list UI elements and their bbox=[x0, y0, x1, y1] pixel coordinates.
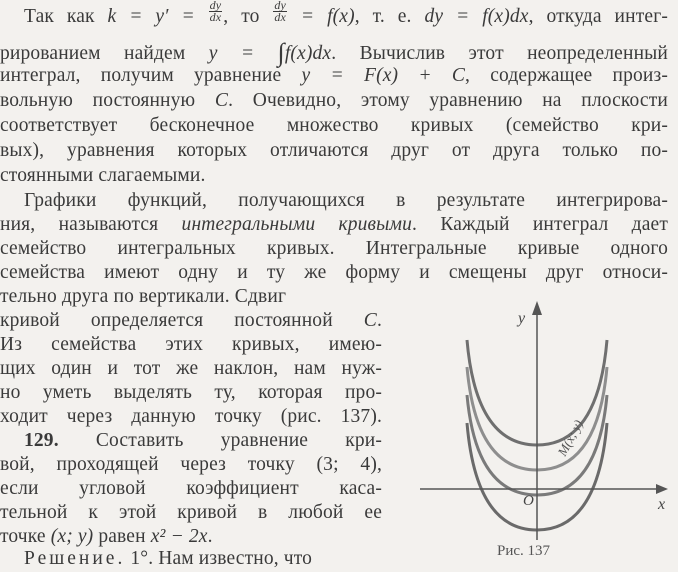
problem-line4: тельной к этой кривой в любой ее bbox=[0, 502, 382, 523]
solution-line: Решение. 1°. Нам известно, что bbox=[24, 548, 313, 569]
para2-line1: Графики функций, получающихся в результате интегрирова- bbox=[24, 190, 668, 211]
fraction-dy-dx-2: $\frac{dy}{dx}$ bbox=[274, 0, 287, 25]
para2-line10: ходит через данную точку (рис. 137). bbox=[0, 406, 382, 427]
figure-137-integral-curves bbox=[412, 295, 678, 545]
para2-line2: ния, называются интегральными кривыми. Каждый интеграл дает bbox=[0, 214, 668, 235]
para2-line3: семейство интегральных кривых. Интегральные кривые одного bbox=[0, 238, 668, 259]
y-axis-arrow bbox=[532, 301, 542, 315]
problem-line3: если угловой коэффициент каса- bbox=[0, 478, 382, 499]
origin-label: O bbox=[523, 493, 534, 509]
y-axis-label: y bbox=[518, 310, 526, 327]
para2-line6: кривой определяется постоянной C. bbox=[0, 310, 382, 331]
para1-line4: вольную постоянную C. Очевидно, этому уравнению на плоскости bbox=[0, 90, 668, 111]
x-axis-arrow bbox=[656, 484, 668, 494]
problem-line1: 129. Составить уравнение кри- bbox=[24, 430, 382, 451]
para2-line7: Из семейства этих кривых, имею- bbox=[0, 334, 382, 355]
problem-line2: вой, проходящей через точку (3; 4), bbox=[0, 454, 382, 475]
fraction-dy-dx: $\frac{dy}{dx}$ bbox=[209, 0, 222, 25]
para2-line5: тельно друга по вертикали. Сдвиг bbox=[0, 286, 287, 307]
solution-label: Решение. bbox=[24, 548, 126, 569]
x-axis-label: x bbox=[658, 496, 666, 513]
para2-line8: щих один и тот же наклон, нам нуж- bbox=[0, 358, 382, 379]
para1-line2: рированием найдем y = ∫f(x)dx. Вычислив этот неопределенный bbox=[0, 38, 668, 67]
problem-line5: точке (x; y) равен x² − 2x. bbox=[0, 526, 213, 547]
para1-line6: вых), уравнения которых отличаются друг от друга только по- bbox=[0, 140, 668, 161]
problem-number: 129. bbox=[24, 430, 59, 451]
para2-line4: семейства имеют одну и ту же форму и смещены друг относи- bbox=[0, 262, 668, 283]
para1-line5: соответствует бесконечное множество кривых (семейство кри- bbox=[0, 115, 668, 136]
para2-line9: но уметь выделять ту, которая про- bbox=[0, 382, 382, 403]
figure-caption: Рис. 137 bbox=[497, 543, 551, 559]
para1-line3: интеграл, получим уравнение y = F(x) + C, содержащее произ- bbox=[0, 65, 668, 86]
para1-line7: стоянными слагаемыми. bbox=[0, 165, 206, 186]
point-label: M(x; y) bbox=[554, 417, 586, 459]
para1-line1: Так как k = y′ = $\frac{dy}{dx}$ , то $\frac{dy}{dx}$ = f(x), т. е. dy = f(x)dx, откуда интег- bbox=[24, 0, 668, 27]
